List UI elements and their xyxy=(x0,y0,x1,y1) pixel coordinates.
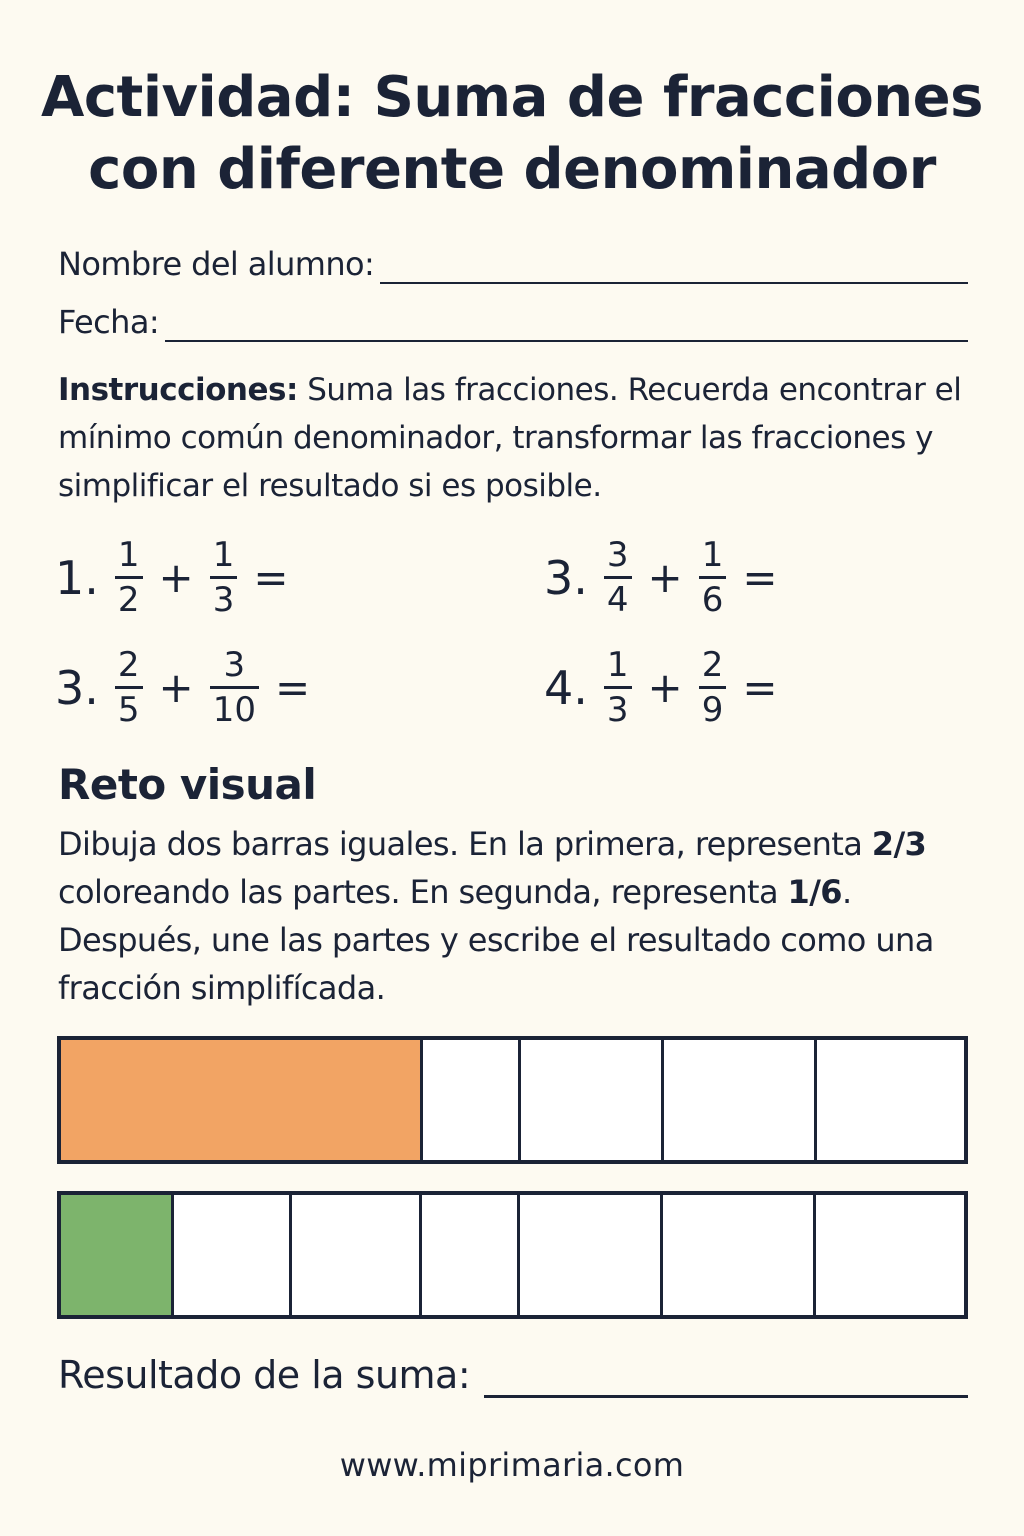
numerator: 2 xyxy=(117,645,140,685)
exercise-2 xyxy=(544,535,790,620)
bar-cell[interactable] xyxy=(521,1040,664,1160)
equals-sign: = xyxy=(275,663,311,712)
bar-cell[interactable] xyxy=(816,1195,964,1315)
result-line[interactable] xyxy=(484,1359,968,1398)
fraction xyxy=(699,645,727,730)
date-label: Fecha: xyxy=(58,303,160,341)
instructions-text: Suma las fracciones. Recuerda encontrar el mínimo común denominador, transformar las fracciones y simplificar el resultado si es posible. xyxy=(58,372,962,504)
title-line-1: Actividad: Suma de fracciones xyxy=(41,65,983,130)
instructions-label: Instrucciones: xyxy=(58,372,298,408)
fraction xyxy=(604,645,632,730)
exercise-number: 1. xyxy=(55,550,99,605)
fraction xyxy=(699,535,727,620)
equals-sign: = xyxy=(253,553,289,602)
challenge-text xyxy=(58,820,988,1012)
challenge-text-2: coloreando las partes. En segunda, representa xyxy=(58,873,788,911)
denominator: 9 xyxy=(699,686,727,727)
exercise-number: 3. xyxy=(544,550,588,605)
plus-sign: + xyxy=(647,663,683,712)
bar-cell[interactable] xyxy=(423,1040,521,1160)
challenge-text-1: Dibuja dos barras iguales. En la primera, representa xyxy=(58,825,872,863)
fraction-bar-2[interactable] xyxy=(57,1191,968,1319)
date-line[interactable] xyxy=(165,310,968,342)
denominator: 10 xyxy=(210,686,259,727)
student-name-line[interactable] xyxy=(380,252,968,284)
result-field[interactable] xyxy=(58,1352,968,1398)
bar-cell[interactable] xyxy=(292,1195,422,1315)
equals-sign: = xyxy=(742,663,778,712)
numerator: 1 xyxy=(606,645,629,685)
plus-sign: + xyxy=(647,553,683,602)
fraction xyxy=(210,535,238,620)
bar-cell-colored[interactable] xyxy=(61,1040,423,1160)
equals-sign: = xyxy=(742,553,778,602)
bar-cell[interactable] xyxy=(422,1195,520,1315)
bar-cell[interactable] xyxy=(664,1040,817,1160)
numerator: 2 xyxy=(701,645,724,685)
fraction xyxy=(115,535,143,620)
challenge-fraction-1: 2/3 xyxy=(871,825,927,863)
numerator: 1 xyxy=(212,535,235,575)
numerator: 1 xyxy=(701,535,724,575)
title-line-2: con diferente denominador xyxy=(88,137,936,202)
footer-url: www.miprimaria.com xyxy=(339,1446,685,1484)
student-name-label: Nombre del alumno: xyxy=(58,245,375,283)
worksheet-title xyxy=(0,62,1024,206)
bar-cell[interactable] xyxy=(817,1040,964,1160)
challenge-title: Reto visual xyxy=(58,760,317,809)
exercise-1 xyxy=(55,535,301,620)
denominator: 5 xyxy=(115,686,143,727)
exercise-number: 4. xyxy=(544,660,588,715)
student-name-field[interactable] xyxy=(58,244,968,284)
fraction-bar-1[interactable] xyxy=(57,1036,968,1164)
denominator: 3 xyxy=(604,686,632,727)
plus-sign: + xyxy=(158,553,194,602)
denominator: 2 xyxy=(115,576,143,617)
exercise-number: 3. xyxy=(55,660,99,715)
denominator: 3 xyxy=(210,576,238,617)
bar-cell[interactable] xyxy=(520,1195,663,1315)
instructions xyxy=(58,366,988,510)
exercise-4 xyxy=(544,645,790,730)
numerator: 3 xyxy=(223,645,246,685)
denominator: 6 xyxy=(699,576,727,617)
challenge-fraction-2: 1/6 xyxy=(787,873,842,911)
bar-cell[interactable] xyxy=(174,1195,292,1315)
bar-cell-colored[interactable] xyxy=(61,1195,174,1315)
exercise-3 xyxy=(55,645,322,730)
denominator: 4 xyxy=(604,576,632,617)
bar-cell[interactable] xyxy=(663,1195,816,1315)
result-label: Resultado de la suma: xyxy=(58,1353,471,1397)
fraction xyxy=(604,535,632,620)
challenge-text-3: . Después, une las partes y escribe el resultado como una fracción simplifícada. xyxy=(58,873,934,1007)
fraction xyxy=(115,645,143,730)
numerator: 3 xyxy=(606,535,629,575)
plus-sign: + xyxy=(158,663,194,712)
date-field[interactable] xyxy=(58,302,968,342)
numerator: 1 xyxy=(117,535,140,575)
fraction xyxy=(210,645,259,730)
